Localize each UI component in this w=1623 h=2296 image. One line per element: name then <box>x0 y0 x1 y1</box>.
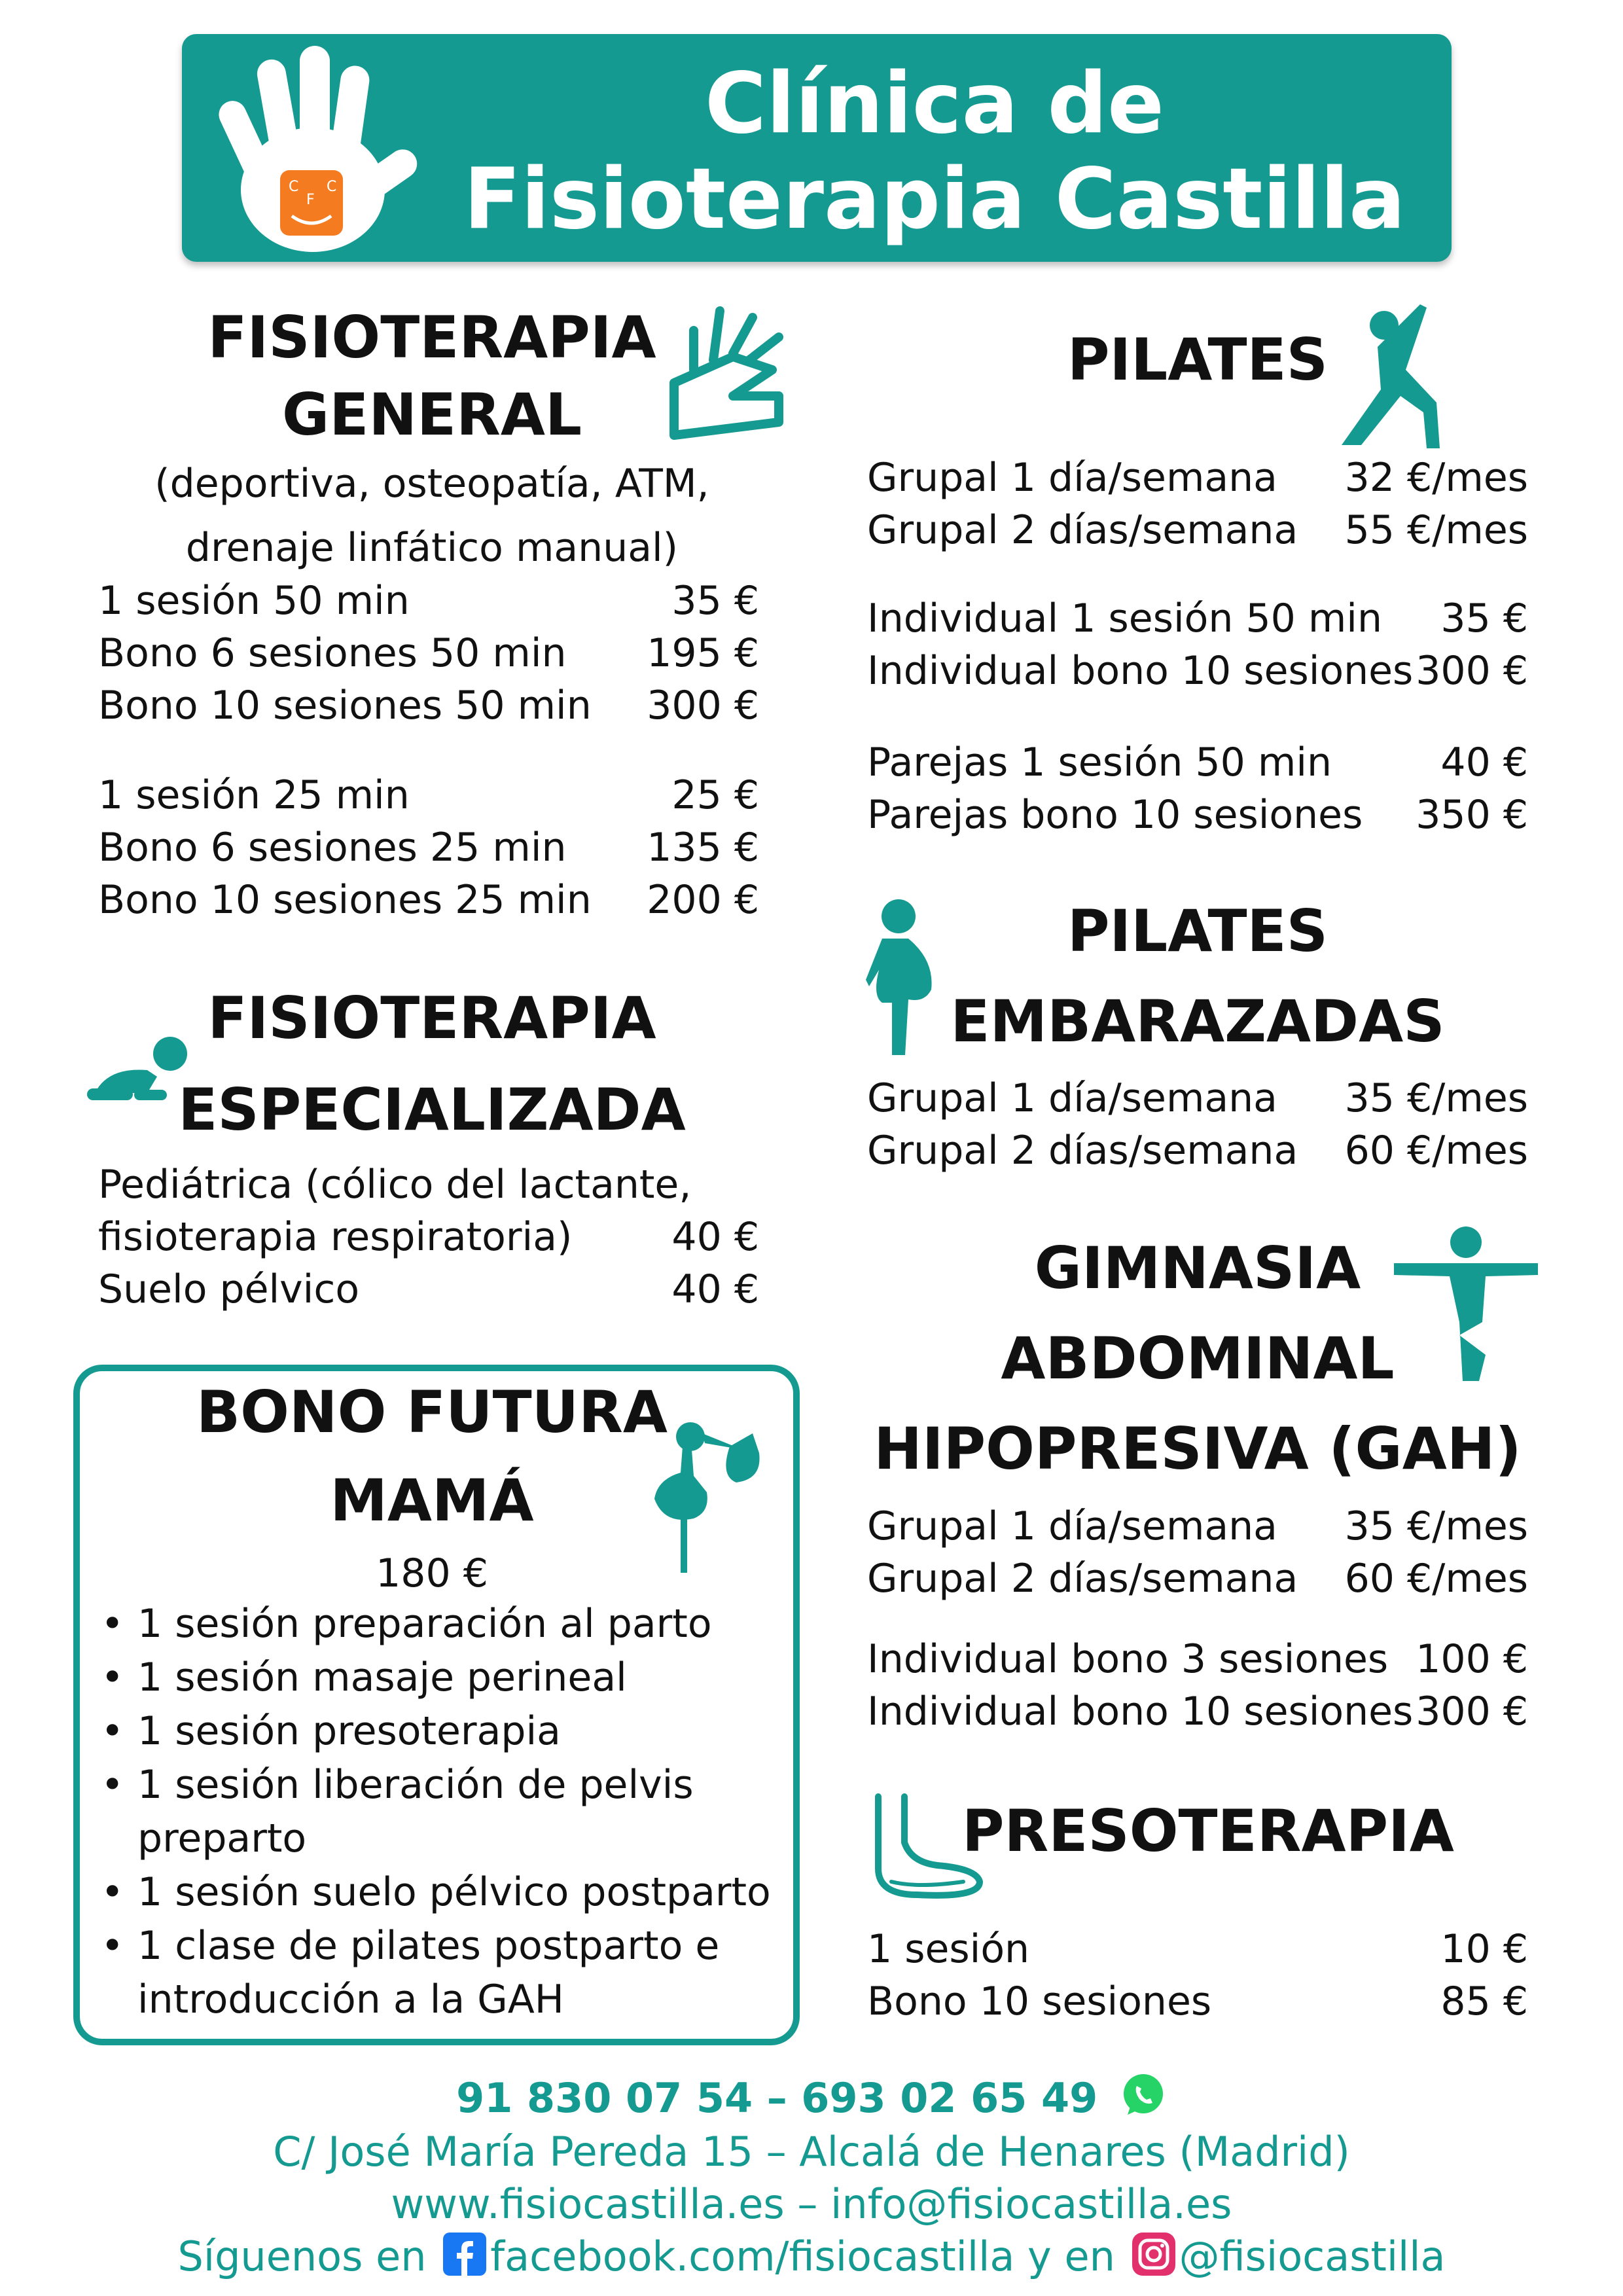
section-title-gah-1: GIMNASIA <box>1034 1234 1361 1302</box>
price-label: Bono 10 sesiones <box>867 1979 1212 2024</box>
price-row <box>98 769 759 821</box>
section-title-presoterapia: PRESOTERAPIA <box>962 1797 1454 1865</box>
svg-text:C: C <box>327 179 337 195</box>
facebook-link[interactable]: facebook.com/fisiocastilla y en <box>490 2233 1115 2280</box>
footer-web[interactable]: www.fisiocastilla.es – info@fisiocastilla.es <box>391 2180 1232 2228</box>
section-title-pilates: PILATES <box>1067 326 1329 393</box>
price-value: 32 €/mes <box>1344 455 1528 501</box>
section-title-pilates-emb-2: EMBARAZADAS <box>950 988 1445 1055</box>
price-row <box>867 1685 1528 1738</box>
instagram-icon[interactable] <box>1132 2233 1175 2276</box>
fisio-general-subtitle-2: drenaje linfático manual) <box>185 525 679 571</box>
price-label: Individual 1 sesión 50 min <box>867 596 1383 641</box>
section-title-fisio-general-2: GENERAL <box>281 381 582 448</box>
price-label: Grupal 2 días/semana <box>867 1128 1298 1174</box>
price-value: 55 €/mes <box>1344 507 1528 553</box>
list-item: • 1 sesión suelo pélvico postparto <box>98 1865 779 1919</box>
price-row <box>867 592 1528 645</box>
price-row <box>98 1263 759 1316</box>
price-row <box>98 627 759 679</box>
section-title-bono-futura-1: BONO FUTURA <box>196 1378 668 1446</box>
instagram-link[interactable]: @fisiocastilla <box>1179 2233 1446 2280</box>
list-item: • 1 clase de pilates postparto e introducción a la GAH <box>98 1919 746 2026</box>
price-row <box>867 645 1528 697</box>
bono-futura-list <box>98 1597 779 2026</box>
price-row <box>98 1158 759 1211</box>
price-label: Grupal 1 día/semana <box>867 1503 1277 1549</box>
price-row <box>867 1500 1528 1552</box>
price-value: 35 € <box>1440 596 1528 641</box>
section-title-bono-futura-2: MAMÁ <box>330 1467 534 1534</box>
clinic-title-line2: Fisioterapia Castilla <box>463 151 1406 248</box>
phone-numbers[interactable]: 91 830 07 54 – 693 02 65 49 <box>456 2074 1098 2122</box>
price-row <box>867 1923 1528 1975</box>
price-value: 300 € <box>647 683 759 728</box>
list-item: • 1 sesión masaje perineal <box>98 1651 779 1704</box>
price-row <box>98 821 759 874</box>
price-value: 300 € <box>1416 1689 1528 1734</box>
whatsapp-icon[interactable] <box>1120 2072 1167 2119</box>
section-title-fisio-general-1: FISIOTERAPIA <box>207 304 656 371</box>
price-row <box>867 452 1528 504</box>
footer-social-line <box>0 2231 1623 2283</box>
price-value: 25 € <box>671 772 759 818</box>
price-row <box>98 679 759 732</box>
header-banner <box>182 34 1452 262</box>
section-title-gah-3: HIPOPRESIVA (GAH) <box>874 1415 1522 1482</box>
price-value: 195 € <box>647 630 759 676</box>
section-title-fisio-esp-1: FISIOTERAPIA <box>207 984 656 1052</box>
price-row <box>867 1552 1528 1605</box>
price-label: Grupal 1 día/semana <box>867 1075 1277 1121</box>
yoga-pose-icon <box>1329 298 1459 455</box>
section-title-pilates-emb-1: PILATES <box>1067 897 1329 965</box>
price-row <box>98 575 759 627</box>
price-label: Grupal 1 día/semana <box>867 455 1277 501</box>
price-row <box>867 504 1528 556</box>
price-label: Parejas bono 10 sesiones <box>867 792 1363 838</box>
price-value: 40 € <box>671 1266 759 1312</box>
facebook-icon[interactable] <box>443 2233 486 2276</box>
price-value: 60 €/mes <box>1344 1128 1528 1174</box>
price-label: Grupal 2 días/semana <box>867 1556 1298 1602</box>
price-row <box>867 789 1528 841</box>
price-value: 85 € <box>1440 1979 1528 2024</box>
section-title-gah-2: ABDOMINAL <box>1001 1325 1395 1392</box>
price-label: Bono 10 sesiones 50 min <box>98 683 592 728</box>
section-title-fisio-esp-2: ESPECIALIZADA <box>178 1076 686 1143</box>
price-label: Bono 10 sesiones 25 min <box>98 877 592 923</box>
price-label: Grupal 2 días/semana <box>867 507 1298 553</box>
price-label: Individual bono 10 sesiones <box>867 1689 1414 1734</box>
price-label: 1 sesión <box>867 1926 1030 1972</box>
svg-text:F: F <box>306 192 315 208</box>
price-row <box>867 1124 1528 1177</box>
footer-address: C/ José María Pereda 15 – Alcalá de Henares (Madrid) <box>273 2128 1350 2176</box>
price-label: Parejas 1 sesión 50 min <box>867 740 1332 785</box>
price-value: 10 € <box>1440 1926 1528 1972</box>
clinic-title-line1: Clínica de <box>705 55 1164 152</box>
list-item: • 1 sesión liberación de pelvis preparto <box>98 1758 746 1865</box>
price-label: fisioterapia respiratoria) <box>98 1214 573 1260</box>
price-value: 350 € <box>1416 792 1528 838</box>
price-label: Individual bono 10 sesiones <box>867 648 1414 694</box>
svg-text:C: C <box>289 179 299 195</box>
price-value: 200 € <box>647 877 759 923</box>
price-row <box>98 874 759 926</box>
price-value: 60 €/mes <box>1344 1556 1528 1602</box>
list-item: • 1 sesión presoterapia <box>98 1704 779 1758</box>
price-value: 100 € <box>1416 1636 1528 1682</box>
price-value: 300 € <box>1416 648 1528 694</box>
price-row <box>98 1211 759 1263</box>
social-prefix: Síguenos en <box>177 2233 427 2280</box>
hands-icon <box>654 298 792 448</box>
price-value: 135 € <box>647 825 759 870</box>
price-label: Individual bono 3 sesiones <box>867 1636 1389 1682</box>
price-value: 35 € <box>671 578 759 624</box>
hand-logo-icon <box>202 39 437 262</box>
price-label: Bono 6 sesiones 50 min <box>98 630 567 676</box>
list-item: • 1 sesión preparación al parto <box>98 1597 779 1651</box>
footer-phones-line <box>0 2072 1623 2125</box>
price-label: Suelo pélvico <box>98 1266 360 1312</box>
price-row <box>867 736 1528 789</box>
price-label: 1 sesión 25 min <box>98 772 410 818</box>
bono-futura-price: 180 € <box>376 1551 488 1596</box>
price-value: 40 € <box>1440 740 1528 785</box>
price-row <box>867 1072 1528 1124</box>
price-label: Pediátrica (cólico del lactante, <box>98 1162 692 1208</box>
price-row <box>867 1633 1528 1685</box>
price-value: 35 €/mes <box>1344 1075 1528 1121</box>
price-label: 1 sesión 50 min <box>98 578 410 624</box>
price-label: Bono 6 sesiones 25 min <box>98 825 567 870</box>
price-row <box>867 1975 1528 2028</box>
price-value: 35 €/mes <box>1344 1503 1528 1549</box>
price-value: 40 € <box>671 1214 759 1260</box>
fisio-general-subtitle-1: (deportiva, osteopatía, ATM, <box>154 461 709 507</box>
